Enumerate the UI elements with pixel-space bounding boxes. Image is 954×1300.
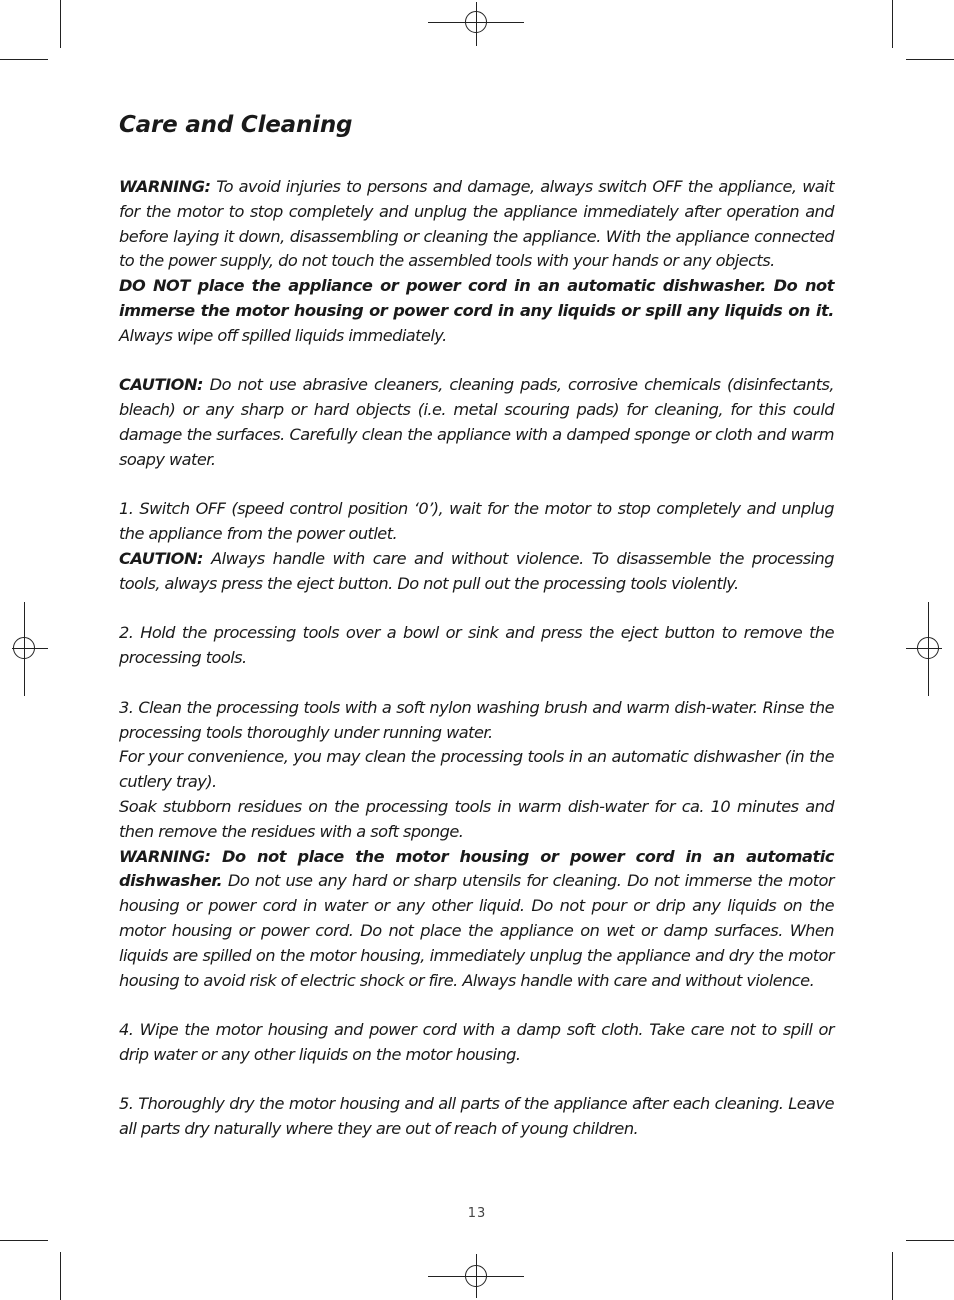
warning-text: To avoid injuries to persons and damage, always switch OFF the appliance, wait for the motor to stop completely and unplug the appliance immediately after operation and before laying it down, disassembling or cleaning the appliance. With the appliance connected to the power supply, do not touch the assembled tools with your hands or any objects.: [119, 177, 834, 271]
step-3-soak: Soak stubborn residues on the processing tools in warm dish-water for ca. 10 minutes and then remove the residues with a soft sponge.: [119, 796, 834, 841]
step-4: 4. Wipe the motor housing and power cord with a damp soft cloth. Take care not to spill or drip water or any other liquids on the motor housing.: [119, 1020, 834, 1064]
crop-mark: [0, 1240, 48, 1241]
dishwasher-warning-bold: DO NOT place the appliance or power cord in an automatic dishwasher. Do not immerse the motor housing or power cord in any liquids or spill any liquids on it.: [119, 276, 834, 320]
spacer: [119, 1068, 834, 1093]
spacer: [119, 349, 834, 374]
step-3-warning-bold: WARNING: Do not place the motor housing or power cord in an automatic dishwasher.: [119, 846, 834, 891]
registration-circle: [465, 11, 487, 33]
warning-paragraph: [119, 175, 834, 274]
crop-mark: [60, 0, 61, 48]
registration-circle: [13, 637, 35, 659]
spacer: [119, 473, 834, 498]
crop-mark: [60, 1252, 61, 1300]
step-2: 2. Hold the processing tools over a bowl or sink and press the eject button to remove the processing tools.: [119, 623, 834, 668]
crop-mark: [0, 59, 48, 60]
step-3-warning-text: Do not use any hard or sharp utensils for cleaning. Do not immerse the motor housing or power cord in water or any other liquid. Do not pour or drip any liquids on the motor housing or power cord. Do not place the appliance on wet or damp surfaces. When liquids are spilled on the motor housing, immediately unplug the appliance and dry the motor housing to avoid risk of electric shock or fire. Always handle with care and without violence.: [119, 871, 834, 990]
step-5: 5. Thoroughly dry the motor housing and all parts of the appliance after each cleaning. Leave all parts dry naturally where they are out of reach of young children.: [119, 1094, 834, 1139]
step-3-warning: [119, 845, 834, 994]
warning-label: WARNING:: [119, 177, 211, 196]
page-title: Care and Cleaning: [119, 112, 353, 138]
crop-mark: [906, 59, 954, 60]
dishwasher-warning-text: Always wipe off spilled liquids immediately.: [119, 325, 447, 345]
caution-paragraph: [119, 373, 834, 472]
crop-mark: [892, 1252, 893, 1300]
crop-mark: [906, 1240, 954, 1241]
registration-circle: [917, 637, 939, 659]
step-3: 3. Clean the processing tools with a soft nylon washing brush and warm dish-water. Rinse the processing tools thoroughly under running water.: [119, 697, 834, 742]
caution-label: CAUTION:: [119, 375, 204, 395]
step-1-caution-text: Always handle with care and without violence. To disassemble the processing tools, always press the eject button. Do not pull out the processing tools violently.: [119, 548, 834, 593]
step-1-caution: [119, 547, 834, 597]
crop-mark: [892, 0, 893, 48]
page-number: 13: [467, 1206, 487, 1221]
dishwasher-warning-paragraph: [119, 274, 834, 348]
step-1-caution-label: CAUTION:: [119, 548, 204, 568]
registration-circle: [465, 1265, 487, 1287]
step-1: 1. Switch OFF (speed control position ‘0’), wait for the motor to stop completely and unplug the appliance from the power outlet.: [119, 499, 834, 544]
spacer: [119, 597, 834, 622]
spacer: [119, 671, 834, 696]
caution-text: Do not use abrasive cleaners, cleaning pads, corrosive chemicals (disinfectants, bleach) or any sharp or hard objects (i.e. metal scouring pads) for cleaning, for this could damage the surfaces. Carefully clean the appliance with a damped sponge or cloth and warm soapy water.: [119, 375, 834, 469]
spacer: [119, 993, 834, 1018]
step-3-convenience: For your convenience, you may clean the processing tools in an automatic dishwasher (in the cutlery tray).: [119, 747, 834, 792]
body-text: [119, 175, 834, 1142]
